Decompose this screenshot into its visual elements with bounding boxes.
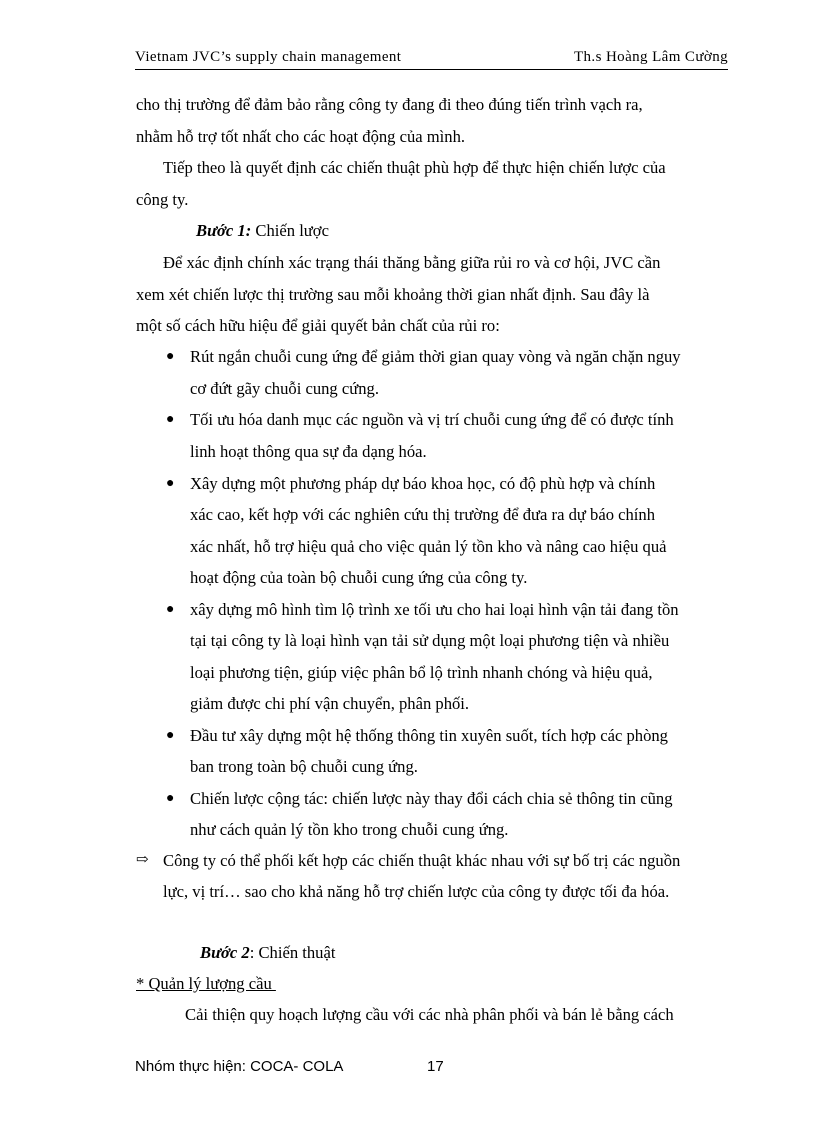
paragraph-line: Cải thiện quy hoạch lượng cầu với các nhà phân phối và bán lẻ bằng cách xyxy=(185,1005,674,1024)
paragraph-line: nhằm hỗ trợ tốt nhất cho các hoạt động của mình. xyxy=(136,127,466,146)
paragraph-line: công ty. xyxy=(136,190,189,209)
bullet-icon: ● xyxy=(166,476,175,491)
step1-heading xyxy=(196,221,329,241)
header-title: Vietnam JVC’s supply chain management xyxy=(135,49,402,65)
bullet-line: linh hoạt thông qua sự đa dạng hóa. xyxy=(190,442,427,461)
arrow-line: lực, vị trí… sao cho khả năng hỗ trợ chiến lược của công ty được tối đa hóa. xyxy=(163,882,670,901)
bullet-line: ban trong toàn bộ chuỗi cung ứng. xyxy=(190,757,418,776)
step2-heading xyxy=(200,943,335,963)
bullet-line: Xây dựng một phương pháp dự báo khoa học, có độ phù hợp và chính xyxy=(190,474,656,493)
page-header xyxy=(135,49,728,70)
bullet-line: hoạt động của toàn bộ chuỗi cung ứng của công ty. xyxy=(190,568,528,587)
bullet-line: Tối ưu hóa danh mục các nguồn và vị trí chuỗi cung ứng để có được tính xyxy=(190,410,674,429)
demand-heading: * Quản lý lượng cầu xyxy=(136,974,276,993)
bullet-icon: ● xyxy=(166,412,175,427)
bullet-line: cơ đứt gãy chuỗi cung cứng. xyxy=(190,379,379,398)
bullet-line: loại phương tiện, giúp việc phân bổ lộ trình nhanh chóng và hiệu quả, xyxy=(190,663,653,682)
step1-label: Bước 1: xyxy=(196,221,252,240)
bullet-icon: ● xyxy=(166,602,175,617)
bullet-icon: ● xyxy=(166,791,175,806)
bullet-line: xác nhất, hỗ trợ hiệu quả cho việc quản lý tồn kho và nâng cao hiệu quả xyxy=(190,537,667,556)
step2-label: Bước 2 xyxy=(200,943,250,962)
arrow-line: Công ty có thể phối kết hợp các chiến thuật khác nhau với sự bố trị các nguồn xyxy=(163,851,681,870)
header-author: Th.s Hoàng Lâm Cường xyxy=(573,49,728,65)
paragraph-line: xem xét chiến lược thị trường sau mỗi khoảng thời gian nhất định. Sau đây là xyxy=(136,285,650,304)
paragraph-line: cho thị trường để đảm bảo rằng công ty đang đi theo đúng tiến trình vạch ra, xyxy=(136,95,643,114)
bullet-icon: ● xyxy=(166,728,175,743)
step1-text: Chiến lược xyxy=(251,221,329,240)
paragraph-line: một số cách hữu hiệu để giải quyết bản chất của rủi ro: xyxy=(136,316,500,335)
bullet-icon: ● xyxy=(166,349,175,364)
page-number: 17 xyxy=(427,1058,444,1075)
footer-group: Nhóm thực hiện: COCA- COLA xyxy=(135,1058,344,1075)
arrow-icon: ⇨ xyxy=(136,852,149,868)
bullet-line: Rút ngắn chuỗi cung ứng để giảm thời gian quay vòng và ngăn chặn nguy xyxy=(190,347,681,366)
bullet-line: giảm được chi phí vận chuyển, phân phối. xyxy=(190,694,470,713)
bullet-line: tại tại công ty là loại hình vạn tải sử dụng một loại phương tiện và nhiều xyxy=(190,631,670,650)
bullet-line: như cách quản lý tồn kho trong chuỗi cung ứng. xyxy=(190,820,509,839)
paragraph-line: Tiếp theo là quyết định các chiến thuật phù hợp để thực hiện chiến lược của xyxy=(163,158,666,177)
bullet-line: xác cao, kết hợp với các nghiên cứu thị trường để đưa ra dự báo chính xyxy=(190,505,656,524)
bullet-line: xây dựng mô hình tìm lộ trình xe tối ưu cho hai loại hình vận tải đang tồn xyxy=(190,600,679,619)
bullet-line: Đầu tư xây dựng một hệ thống thông tin xuyên suốt, tích hợp các phòng xyxy=(190,726,668,745)
bullet-line: Chiến lược cộng tác: chiến lược này thay đổi cách chia sẻ thông tin cũng xyxy=(190,789,673,808)
paragraph-line: Để xác định chính xác trạng thái thăng bằng giữa rủi ro và cơ hội, JVC cần xyxy=(163,253,661,272)
step2-text: : Chiến thuật xyxy=(249,943,336,962)
